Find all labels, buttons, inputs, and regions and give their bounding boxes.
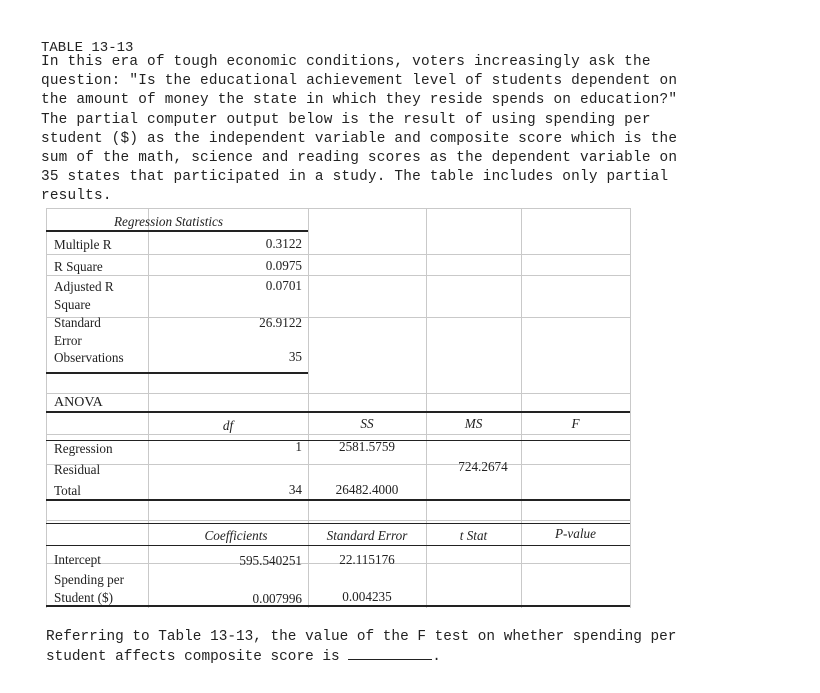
adjusted-r-square-value: 0.0701 [265, 278, 302, 293]
anova-title: ANOVA [54, 395, 103, 410]
anova-residual-label: Residual [54, 462, 101, 477]
r-square-value: 0.0975 [265, 258, 302, 273]
intercept-coefficient: 595.540251 [239, 553, 302, 568]
adjusted-r-square-label-line1: Adjusted R [54, 279, 114, 294]
standard-error-label-line1: Standard [54, 315, 101, 330]
coef-col-coefficients: Coefficients [204, 528, 268, 543]
question-text-before: Referring to Table 13-13, the value of the F test on whether spending per student affects composite score is [46, 629, 677, 665]
anova-col-ms: MS [464, 416, 483, 431]
anova-regression-ss: 2581.5759 [338, 439, 396, 454]
intercept-standard-error: 22.115176 [339, 552, 395, 567]
standard-error-label-line2: Error [54, 333, 82, 348]
spending-coefficient: 0.007996 [252, 591, 302, 606]
spending-standard-error: 0.004235 [342, 589, 392, 604]
spending-per-student-label-line2: Student ($) [54, 590, 113, 605]
anova-residual-ms: 724.2674 [458, 459, 508, 474]
r-square-label: R Square [54, 259, 103, 274]
table-title: TABLE 13-13 [41, 40, 134, 56]
intro-paragraph: In this era of tough economic conditions, voters increasingly ask the question: "Is the educational achievement level of students dependent on the amount of money the state in which they reside spends on education?" The partial computer output below is the result of using spending per student ($) as the independent variable and composite score which is the sum of the math, science and reading scores as the dependent variable on 35 states that participated in a study. The table includes only partial results. [41, 54, 678, 205]
anova-total-label: Total [54, 483, 81, 498]
coef-col-p-value: P-value [554, 526, 596, 541]
multiple-r-value: 0.3122 [265, 236, 302, 251]
regression-output-table [46, 208, 631, 608]
observations-label: Observations [54, 350, 124, 365]
anova-total-df: 34 [288, 482, 302, 497]
observations-value: 35 [288, 349, 302, 364]
anova-total-ss: 26482.4000 [335, 482, 399, 497]
anova-col-f: F [571, 416, 580, 431]
anova-regression-label: Regression [54, 441, 113, 456]
regression-statistics-header: Regression Statistics [114, 214, 224, 229]
spending-per-student-label-line1: Spending per [54, 572, 124, 587]
coef-col-standard-error: Standard Error [326, 528, 408, 543]
anova-regression-df: 1 [295, 439, 302, 454]
multiple-r-label: Multiple R [54, 237, 112, 252]
coef-col-t-stat: t Stat [459, 528, 488, 543]
anova-col-ss: SS [360, 416, 374, 431]
question-text-after: . [432, 649, 441, 665]
anova-col-df: df [222, 418, 234, 433]
answer-blank [348, 647, 432, 660]
adjusted-r-square-label-line2: Square [54, 297, 91, 312]
intercept-label: Intercept [54, 552, 101, 567]
question-text [46, 627, 806, 667]
standard-error-value: 26.9122 [259, 315, 302, 330]
